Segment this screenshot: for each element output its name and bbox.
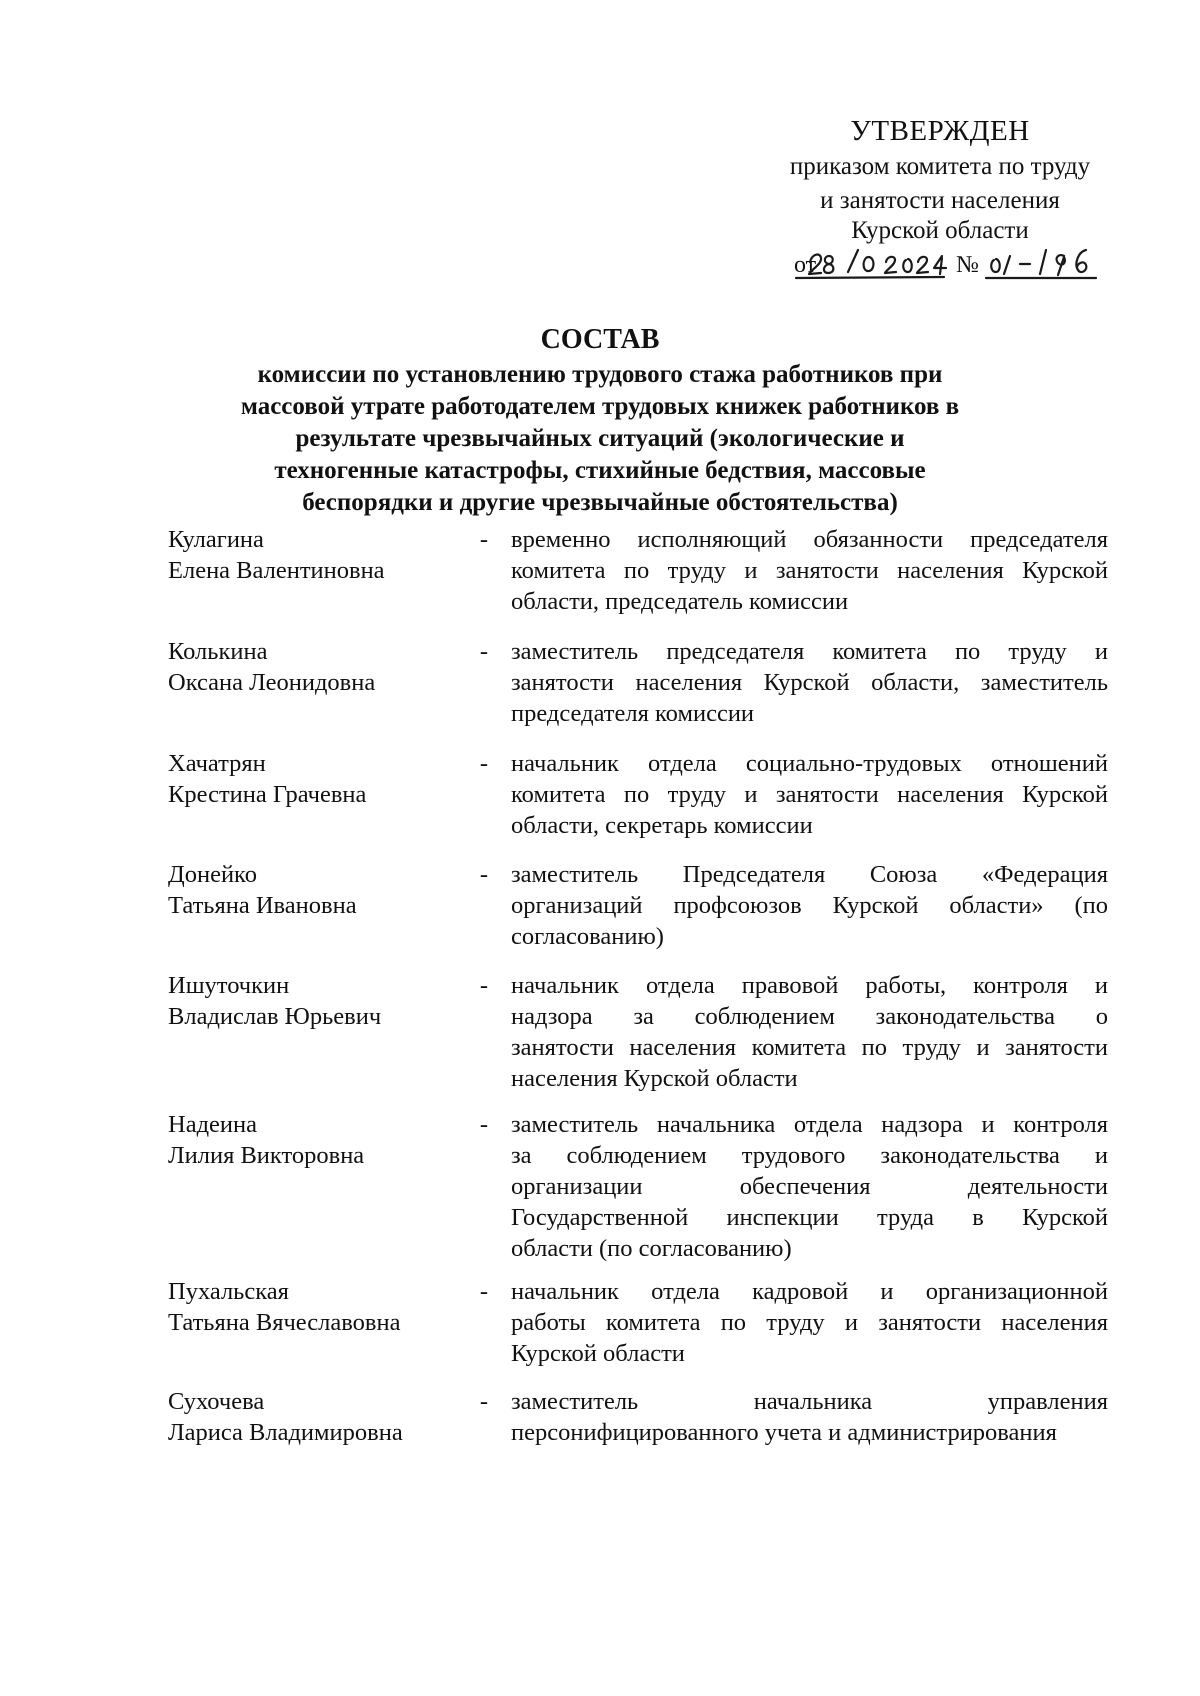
approval-block [760,112,1120,280]
member-surname: Надеина [168,1111,258,1138]
role-line: населения Курской области [511,1065,798,1092]
role-line: занятости населения комитета по труду и занятости [511,1034,1108,1061]
role-line: заместитель председателя комитета по труду и [511,638,1108,665]
role-line: комитета по труду и занятости населения Курской [511,557,1108,584]
approval-line-1: приказом комитета по труду [789,153,1091,180]
member-surname: Донейко [168,861,257,888]
separator-dash: - [479,861,489,888]
member-name [168,1276,458,1338]
member-name [168,1109,458,1171]
member-role [511,1109,1108,1264]
role-line: Государственной инспекции труда в Курской [511,1204,1108,1231]
member-surname: Хачатрян [168,750,266,777]
order-date-number-line [760,246,1120,280]
member-given-names: Крестина Грачевна [168,781,367,808]
subtitle-line: результате чрезвычайных ситуаций (экологические и [295,425,905,452]
subtitle-line: комиссии по установлению трудового стажа работников при [257,361,943,388]
document-title: СОСТАВ [540,324,660,355]
member-surname: Пухальская [168,1278,289,1305]
approval-line-2: и занятости населения [820,187,1060,214]
subtitle-line: техногенные катастрофы, стихийные бедствия, массовые [274,457,926,484]
role-line: комитета по труду и занятости населения Курской [511,781,1108,808]
role-line: области, секретарь комиссии [511,812,813,839]
role-line: работы комитета по труду и занятости населения [511,1309,1108,1336]
member-role [511,1276,1108,1369]
separator-dash: - [479,972,489,999]
member-given-names: Владислав Юрьевич [168,1003,382,1030]
member-role [511,859,1108,952]
member-name [168,748,458,810]
role-line: персонифицированного учета и администрирования [511,1419,1057,1446]
member-given-names: Лилия Викторовна [168,1142,365,1169]
role-line: заместитель Председателя Союза «Федерация [511,861,1108,888]
separator-dash: - [479,638,489,665]
separator-dash: - [479,1388,489,1415]
separator-dash: - [479,1278,489,1305]
role-line: занятости населения Курской области, заместитель [511,669,1108,696]
role-line: области (по согласованию) [511,1235,792,1262]
number-label: № [956,252,979,278]
role-line: области, председатель комиссии [511,588,849,615]
handwritten-date-and-number [788,232,1098,284]
member-given-names: Елена Валентиновна [168,557,385,584]
separator-dash: - [479,750,489,777]
member-surname: Кулагина [168,526,264,553]
role-line: начальник отдела правовой работы, контроля и [511,972,1108,999]
document-subtitle [210,359,990,519]
approval-line-3: Курской области [851,217,1029,244]
member-role [511,1386,1108,1448]
from-label: от [794,252,817,278]
role-line: начальник отдела кадровой и организационной [511,1278,1108,1305]
member-name [168,970,458,1032]
member-name [168,524,458,586]
member-given-names: Лариса Владимировна [168,1419,403,1446]
approved-heading: УТВЕРЖДЕН [850,115,1030,147]
member-surname: Ишуточкин [168,972,290,999]
member-given-names: Татьяна Вячеславовна [168,1309,401,1336]
member-role [511,524,1108,617]
role-line: председателя комиссии [511,700,755,727]
role-line: временно исполняющий обязанности председателя [511,526,1108,553]
role-line: согласованию) [511,923,664,950]
role-line: за соблюдением трудового законодательства и [511,1142,1108,1169]
member-name [168,636,458,698]
separator-dash: - [479,526,489,553]
member-surname: Сухочева [168,1388,265,1415]
member-given-names: Оксана Леонидовна [168,669,376,696]
member-role [511,748,1108,841]
role-line: надзора за соблюдением законодательства о [511,1003,1108,1030]
role-line: организаций профсоюзов Курской области» (по [511,892,1108,919]
separator-dash: - [479,1111,489,1138]
member-name [168,859,458,921]
role-line: начальник отдела социально-трудовых отношений [511,750,1108,777]
subtitle-line: беспорядки и другие чрезвычайные обстоятельства) [302,489,898,516]
role-line: заместитель начальника отдела надзора и контроля [511,1111,1108,1138]
member-given-names: Татьяна Ивановна [168,892,357,919]
role-line: организации обеспечения деятельности [511,1173,1108,1200]
role-line: Курской области [511,1340,685,1367]
member-name [168,1386,458,1448]
member-surname: Колькина [168,638,268,665]
member-role [511,636,1108,729]
role-line: заместитель начальника управления [511,1388,1108,1415]
subtitle-line: массовой утрате работодателем трудовых книжек работников в [240,393,960,420]
member-role [511,970,1108,1094]
